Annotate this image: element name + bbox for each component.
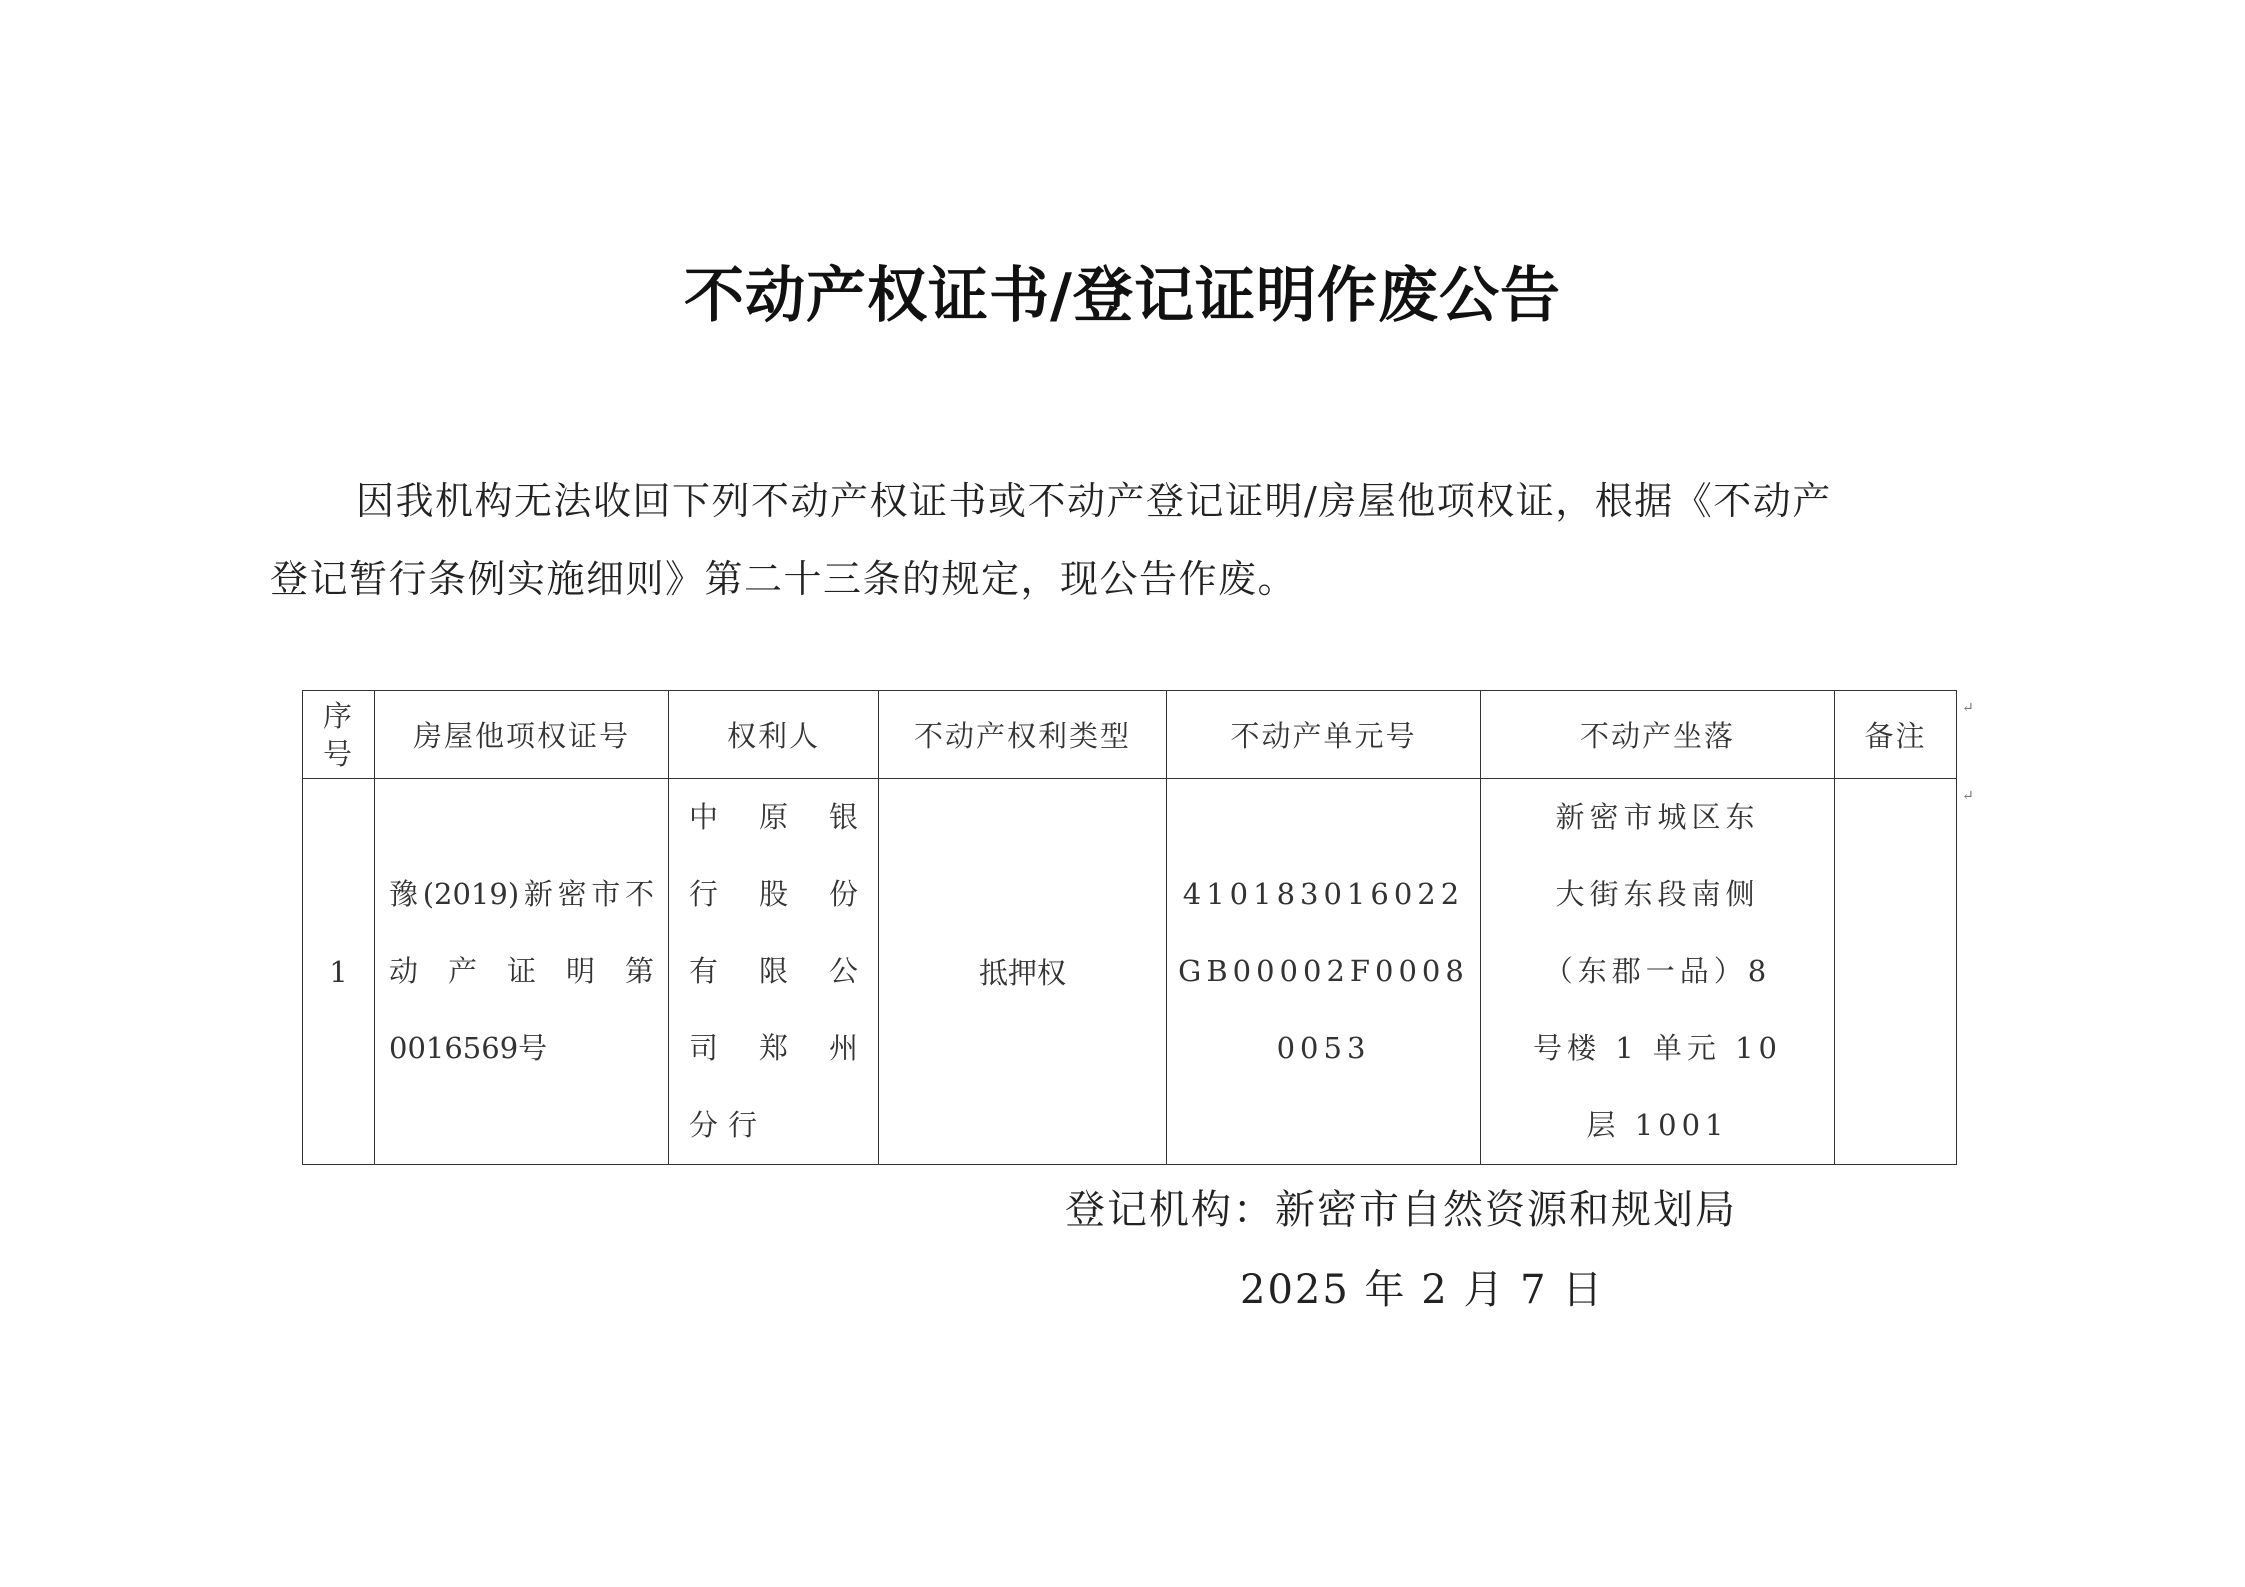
notice-title: 不动产权证书/登记证明作废公告 [684, 261, 1561, 331]
header-unit-no: 不动产单元号 [1167, 691, 1481, 779]
table-header-row [303, 691, 1957, 779]
intro-line-2: 登记暂行条例实施细则》第二十三条的规定，现公告作废。 [270, 557, 1298, 601]
void-certificate-table [302, 690, 1957, 1165]
cell-location: 新密市城区东 大街东段南侧 （东郡一品）8 号楼 1 单元 10 层 1001 [1481, 779, 1835, 1165]
paragraph-mark-icon: ↵ [1962, 788, 1974, 804]
cell-right-type: 抵押权 [879, 779, 1167, 1165]
cell-unit-no: 410183016022 GB00002F0008 0053 [1167, 779, 1481, 1165]
cell-seq: 1 [303, 779, 375, 1165]
header-holder: 权利人 [669, 691, 879, 779]
cell-cert-no: 豫(2019)新密市不 动产证明第 0016569号 [375, 779, 669, 1165]
intro-line-1: 因我机构无法收回下列不动产权证书或不动产登记证明/房屋他项权证，根据《不动产 [356, 479, 1832, 523]
header-seq: 序 号 [303, 691, 375, 779]
header-remark: 备注 [1835, 691, 1957, 779]
notice-date: 2025 年 2 月 7 日 [1240, 1267, 1605, 1313]
header-right-type: 不动产权利类型 [879, 691, 1167, 779]
cell-remark [1835, 779, 1957, 1165]
header-cert-no: 房屋他项权证号 [375, 691, 669, 779]
paragraph-mark-icon: ↵ [1962, 700, 1974, 716]
header-location: 不动产坐落 [1481, 691, 1835, 779]
cell-holder: 中原银 行股份 有限公 司郑州 分行 [669, 779, 879, 1165]
table-row [303, 779, 1957, 1165]
notice-intro [270, 462, 1960, 618]
issuing-authority: 登记机构：新密市自然资源和规划局 [1065, 1187, 1737, 1233]
